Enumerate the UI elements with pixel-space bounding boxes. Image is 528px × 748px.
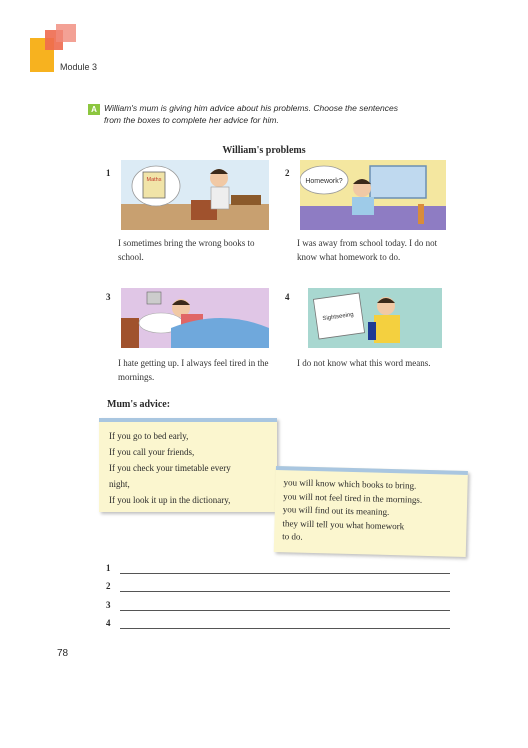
homework-thought-label: Homework? (305, 178, 343, 185)
problem-3-number: 3 (106, 292, 111, 302)
module-logo-block-pink (56, 24, 76, 42)
problem-2-number: 2 (285, 168, 290, 178)
problem-1-text: I sometimes bring the wrong books to school. (118, 238, 255, 262)
answer-3-line[interactable] (120, 610, 450, 611)
problem-4-illustration (308, 288, 442, 348)
answer-2-number: 2 (106, 581, 111, 591)
problem-2-illustration (300, 160, 446, 230)
answer-1-line[interactable] (120, 573, 450, 574)
problem-2-text: I was away from school today. I do not know what homework to do. (297, 238, 438, 262)
result-4: they will tell you what homework (282, 517, 405, 531)
answer-3-number: 3 (106, 600, 111, 610)
sightseeing-card-label: Sightseeing (322, 311, 355, 323)
problem-4-text: I do not know what this word means. (297, 358, 431, 368)
result-1: you will know which books to bring. (283, 477, 417, 491)
page-number: 78 (57, 648, 69, 659)
advice-title: Mum's advice: (107, 399, 171, 410)
result-4-continued: to do. (282, 531, 303, 542)
answer-2-line[interactable] (120, 591, 450, 592)
advice-box-conditions (99, 418, 277, 512)
problems-title: William's problems (222, 145, 306, 156)
condition-2: If you call your friends, (109, 447, 195, 457)
exercise-instruction: William's mum is giving him advice about his problems. Choose the sentences from the boxes to complete her advice for him. (104, 103, 398, 125)
maths-book-label: Maths (146, 177, 162, 183)
result-2: you will not feel tired in the mornings. (283, 490, 423, 505)
advice-box-results (274, 466, 468, 557)
condition-3-continued: night, (109, 479, 130, 489)
answer-4-line[interactable] (120, 628, 450, 629)
condition-3: If you check your timetable every (109, 463, 231, 473)
problem-3-illustration (121, 288, 269, 348)
answer-1-number: 1 (106, 563, 111, 573)
condition-1: If you go to bed early, (109, 431, 189, 441)
problem-4-number: 4 (285, 292, 290, 302)
problem-1-illustration (121, 160, 269, 230)
answer-4-number: 4 (106, 618, 111, 628)
problem-3-text: I hate getting up. I always feel tired in the mornings. (118, 358, 269, 382)
exercise-badge: A (88, 104, 100, 115)
result-3: you will find out its meaning. (282, 504, 390, 517)
problem-1-number: 1 (106, 168, 111, 178)
condition-4: If you look it up in the dictionary, (109, 495, 231, 505)
module-label: Module 3 (60, 62, 98, 72)
